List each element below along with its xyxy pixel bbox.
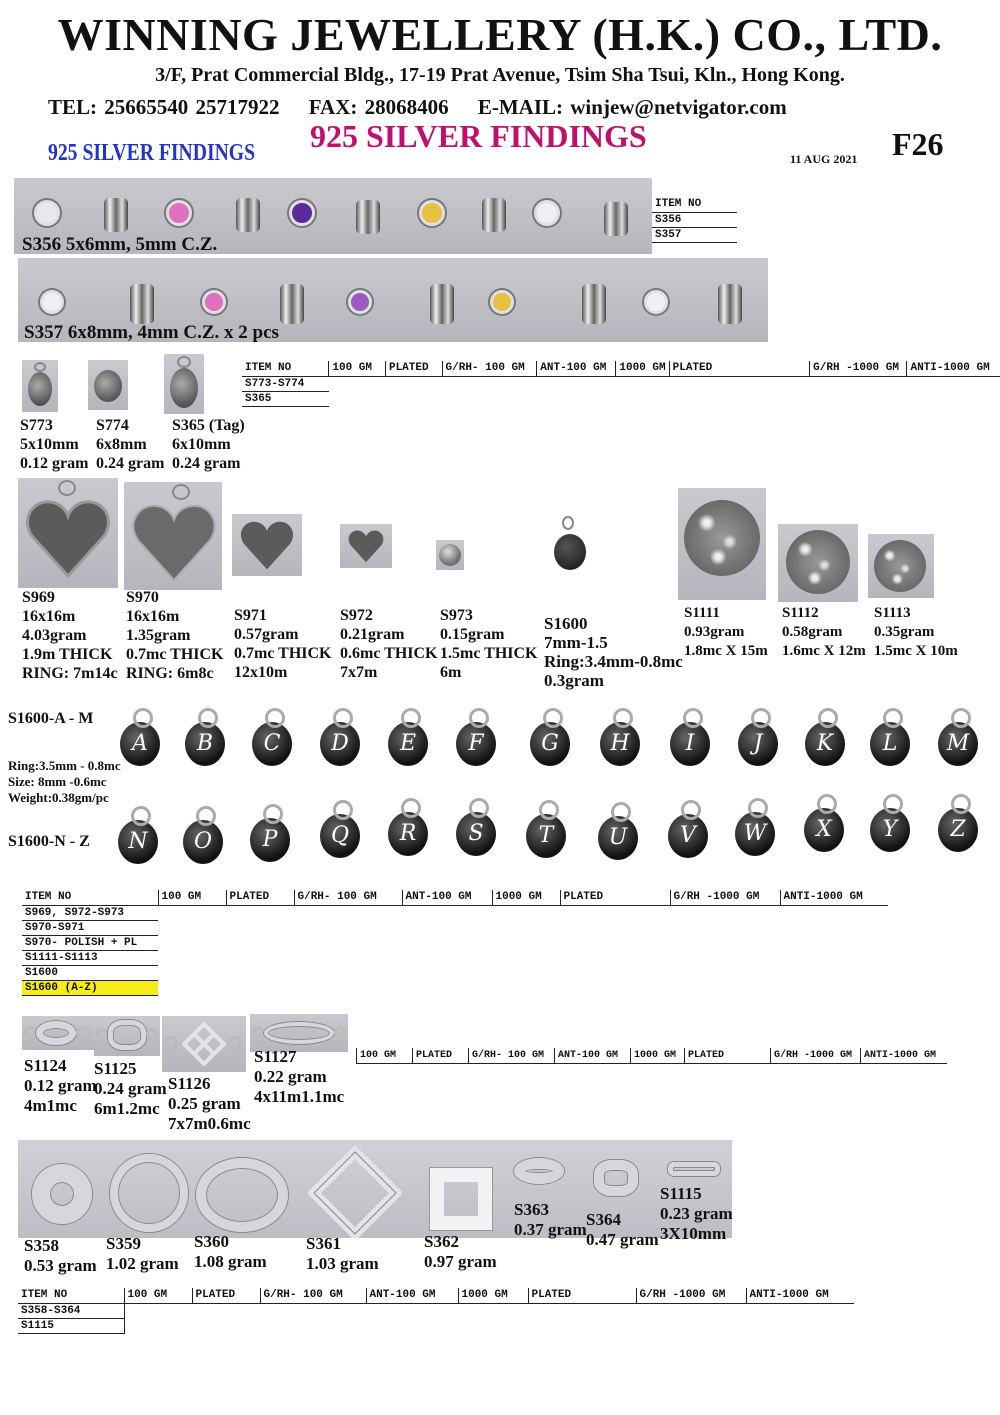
s356-label: S356 5x6mm, 5mm C.Z. — [22, 234, 218, 255]
item-code: S973 — [440, 607, 473, 624]
item-spec: 16x16m — [126, 608, 180, 625]
letter-charm: X — [804, 808, 844, 852]
tel-numbers: TEL: 25665540 25717922 — [48, 95, 280, 119]
col-header: ANT-100 GM — [402, 890, 492, 905]
col-header: ANTI-1000 GM — [907, 361, 1000, 376]
letter-charm: W — [735, 812, 775, 856]
tube-setting — [130, 284, 154, 324]
s1113-photo — [868, 534, 934, 598]
item-spec: 0.47 gram — [586, 1230, 659, 1249]
s1600-photo — [552, 516, 588, 576]
s1126-photo — [162, 1016, 246, 1072]
letter-charm: K — [805, 722, 845, 766]
s774-info — [96, 416, 164, 473]
s1112-photo — [778, 524, 858, 602]
col-header: ITEM NO — [242, 361, 329, 376]
jump-ring — [58, 480, 76, 496]
table-row: S1111-S1113 — [22, 950, 158, 965]
table-row: S970-S971 — [22, 920, 158, 935]
table-row: S1600 — [22, 965, 158, 980]
item-weight: 0.24 gram — [172, 455, 241, 472]
cz-stone-clear — [34, 200, 60, 226]
s1125-photo — [94, 1016, 160, 1056]
col-header: G/RH- 100 GM — [294, 890, 402, 905]
weight-spec: Weight:0.38gm/pc — [8, 790, 109, 805]
company-name: WINNING JEWELLERY (H.K.) CO., LTD. — [57, 9, 943, 60]
letter-charm: R — [388, 812, 428, 856]
item-spec: RING: 7m14c — [22, 665, 118, 682]
cz-stone-clear — [644, 290, 668, 314]
item-code: S360 — [194, 1232, 229, 1251]
s358-info — [24, 1236, 97, 1276]
item-code: S364 — [586, 1210, 621, 1229]
col-header: ANT-100 GM — [555, 1048, 631, 1063]
s969-photo — [18, 478, 118, 588]
letter-charm: G — [530, 722, 570, 766]
item-code: S1600 — [544, 614, 588, 633]
heart-charm — [26, 496, 110, 580]
s972-photo — [340, 524, 392, 568]
s773-info — [20, 416, 88, 473]
col-header: G/RH -1000 GM — [810, 361, 907, 376]
s1126-info — [168, 1074, 251, 1134]
item-spec: 1.02 gram — [106, 1254, 179, 1273]
table-row: S970- POLISH + PL — [22, 935, 158, 950]
s971-photo — [232, 514, 302, 576]
letter-charm: Y — [870, 808, 910, 852]
col-header: PLATED — [385, 361, 442, 376]
item-spec: 7x7m — [340, 664, 378, 681]
s773-photo — [22, 360, 58, 412]
table-row-highlighted: S1600 (A-Z) — [22, 980, 158, 995]
item-weight: 0.12 gram — [20, 455, 89, 472]
col-header: G/RH -1000 GM — [771, 1048, 861, 1063]
ring-spec: Ring:3.5mm - 0.8mc — [8, 758, 121, 773]
section6-price-table — [18, 1288, 854, 1334]
letter-charm: Z — [938, 808, 978, 852]
cz-stone-purple — [348, 290, 372, 314]
cz-stone-pink — [202, 290, 226, 314]
item-code: S1115 — [660, 1184, 702, 1203]
col-header: G/RH -1000 GM — [636, 1288, 746, 1303]
bar-connector — [668, 1162, 720, 1176]
s969-info — [22, 588, 118, 683]
marquise-connector — [264, 1022, 334, 1044]
tube-setting — [582, 284, 606, 324]
col-header: G/RH- 100 GM — [260, 1288, 366, 1303]
hammered-disc — [684, 500, 760, 576]
col-header: ANTI-1000 GM — [780, 890, 888, 905]
section5-price-table — [356, 1048, 947, 1064]
s364-info — [586, 1210, 659, 1250]
item-spec: Ring:3.4mm-0.8mc — [544, 652, 683, 671]
col-header: G/RH- 100 GM — [442, 361, 537, 376]
item-code: S365 (Tag) — [172, 417, 245, 434]
item-spec: 0.57gram — [234, 626, 299, 643]
letter-charm: L — [870, 722, 910, 766]
item-weight: 0.24 gram — [96, 455, 165, 472]
col-header: 1000 GM — [616, 361, 669, 376]
fax-number: FAX: 28068406 — [308, 95, 449, 119]
s1111-info — [684, 604, 768, 661]
item-code: S1112 — [782, 605, 819, 621]
item-spec: 1.5mc THICK — [440, 645, 538, 662]
table-row: S1115 — [18, 1318, 124, 1333]
letter-charm: U — [598, 816, 638, 860]
cz-stone-yellow — [490, 290, 514, 314]
item-code: S363 — [514, 1200, 549, 1219]
stone-setting — [236, 198, 260, 232]
stone-setting — [482, 198, 506, 232]
col-header: PLATED — [192, 1288, 260, 1303]
item-code: S971 — [234, 607, 267, 624]
s357-label: S357 6x8mm, 4mm C.Z. x 2 pcs — [24, 322, 279, 343]
table-row: S773-S774 — [242, 376, 329, 391]
stone-setting — [356, 200, 380, 234]
ring-connector — [110, 1154, 188, 1232]
col-header: G/RH- 100 GM — [469, 1048, 555, 1063]
col-header: 100 GM — [158, 890, 226, 905]
oval-tag-connector — [514, 1158, 564, 1184]
s973-photo — [436, 540, 464, 570]
letter-charm: J — [738, 722, 778, 766]
s1124-info — [24, 1056, 97, 1116]
col-header: PLATED — [528, 1288, 636, 1303]
contact-line — [48, 95, 809, 120]
item-spec: 0.22 gram — [254, 1067, 327, 1086]
hammered-disc — [874, 540, 926, 592]
item-spec: 4m1mc — [24, 1096, 77, 1115]
jump-ring — [252, 1026, 264, 1038]
item-code: S361 — [306, 1234, 341, 1253]
cz-stone-pink — [166, 200, 192, 226]
letter-charm: C — [252, 722, 292, 766]
cz-stone-clear — [534, 200, 560, 226]
diamond-lattice-connector — [182, 1022, 226, 1066]
item-spec: 1.9m THICK — [22, 646, 113, 663]
hammered-disc — [786, 530, 850, 594]
square-connector — [430, 1168, 492, 1230]
email-address: E-MAIL: winjew@netvigator.com — [477, 95, 787, 119]
s1112-info — [782, 604, 866, 661]
letter-charm: A — [120, 722, 160, 766]
item-spec: 0.23 gram — [660, 1204, 733, 1223]
item-spec: 1.5mc X 10m — [874, 643, 958, 659]
diamond-connector — [308, 1146, 402, 1238]
col-header: ANTI-1000 GM — [746, 1288, 854, 1303]
col-header: PLATED — [560, 890, 670, 905]
item-code: S359 — [106, 1234, 141, 1253]
disc-charm — [439, 544, 461, 566]
table-row: S365 — [242, 391, 329, 406]
tube-setting — [280, 284, 304, 324]
item-spec: 6m1.2mc — [94, 1099, 160, 1118]
catalog-date: 11 AUG 2021 — [790, 152, 858, 166]
item-spec: 0.7mc THICK — [126, 646, 224, 663]
heart-charm — [132, 500, 216, 584]
jump-ring — [146, 1028, 158, 1040]
item-spec: 0.35gram — [874, 624, 935, 640]
col-header: PLATED — [226, 890, 294, 905]
section4-price-table — [22, 890, 888, 996]
item-code: S1125 — [94, 1059, 137, 1078]
cz-stone-clear — [40, 290, 64, 314]
jump-ring — [228, 1036, 242, 1050]
jump-ring — [172, 484, 190, 500]
table-row: S969, S972-S973 — [22, 905, 158, 920]
jump-ring — [177, 356, 191, 368]
stone-setting — [604, 202, 628, 236]
flower-connector — [108, 1020, 146, 1050]
col-header: 100 GM — [329, 361, 386, 376]
s360-info — [194, 1232, 267, 1272]
tag-shape — [170, 368, 198, 408]
s1115-info — [660, 1184, 733, 1244]
table-header-item: ITEM NO — [652, 197, 737, 212]
flower-connector — [594, 1160, 638, 1196]
item-spec: 0.25 gram — [168, 1094, 241, 1113]
item-spec: 1.6mc X 12m — [782, 643, 866, 659]
section2-price-table — [242, 361, 1000, 407]
s774-photo — [88, 360, 128, 410]
item-code: S1113 — [874, 605, 911, 621]
letter-charm: M — [938, 722, 978, 766]
s971-info — [234, 606, 331, 682]
col-header: G/RH -1000 GM — [670, 890, 780, 905]
item-size: 6x8mm — [96, 436, 147, 453]
item-spec: 0.15gram — [440, 626, 505, 643]
s973-info — [440, 606, 537, 682]
letter-charm: Q — [320, 814, 360, 858]
item-code: S1126 — [168, 1074, 211, 1093]
letters-am-label: S1600-A - M — [8, 710, 94, 727]
letter-charm: N — [118, 820, 158, 864]
col-header: 100 GM — [124, 1288, 192, 1303]
size-spec: Size: 8mm -0.6mc — [8, 774, 107, 789]
jump-ring — [96, 1028, 108, 1040]
item-spec: 4.03gram — [22, 627, 87, 644]
col-header: PLATED — [685, 1048, 771, 1063]
item-spec: 0.12 gram — [24, 1076, 97, 1095]
letter-charm: E — [388, 722, 428, 766]
item-spec: RING: 6m8c — [126, 665, 214, 682]
col-header: 100 GM — [357, 1048, 413, 1063]
s1127-info — [254, 1047, 344, 1107]
letter-charm: H — [600, 722, 640, 766]
jump-ring — [164, 1036, 178, 1050]
s363-info — [514, 1200, 587, 1240]
item-code: S970 — [126, 589, 159, 606]
oval-connector — [36, 1021, 76, 1045]
letter-charm: T — [526, 814, 566, 858]
s365-photo — [164, 354, 204, 414]
s362-info — [424, 1232, 497, 1272]
item-spec: 1.03 gram — [306, 1254, 379, 1273]
col-header: PLATED — [669, 361, 810, 376]
section1-table — [652, 197, 737, 243]
oval-connector — [196, 1158, 288, 1232]
letter-charm: V — [668, 814, 708, 858]
page-code: F26 — [892, 126, 944, 162]
cz-stone-yellow — [419, 200, 445, 226]
letters-spec — [8, 758, 121, 806]
heart-charm — [346, 528, 386, 564]
letters-nz-label: S1600-N - Z — [8, 833, 90, 850]
item-spec: 0.53 gram — [24, 1256, 97, 1275]
letter-charm: S — [456, 812, 496, 856]
s970-info — [126, 588, 223, 683]
company-address: 3/F, Prat Commercial Bldg., 17-19 Prat Avenue, Tsim Sha Tsui, Kln., Hong Kong. — [155, 64, 845, 86]
disc-charm — [554, 534, 586, 570]
col-header: ITEM NO — [22, 890, 158, 905]
item-code: S774 — [96, 417, 129, 434]
jump-ring — [334, 1026, 346, 1038]
col-header: 1000 GM — [631, 1048, 685, 1063]
letter-charm: P — [250, 818, 290, 862]
catalog-title: 925 SILVER FINDINGS — [310, 118, 647, 154]
item-spec: 7mm-1.5 — [544, 633, 608, 652]
jump-ring — [562, 516, 574, 530]
item-spec: 4x11m1.1mc — [254, 1087, 345, 1106]
item-spec: 12x10m — [234, 664, 288, 681]
col-header: 1000 GM — [492, 890, 560, 905]
s1111-photo — [678, 488, 766, 600]
s359-info — [106, 1234, 179, 1274]
item-spec: 6m — [440, 664, 462, 681]
item-spec: 0.6mc THICK — [340, 645, 438, 662]
tag-shape — [94, 370, 122, 402]
item-code: S362 — [424, 1232, 459, 1251]
item-spec: 0.7mc THICK — [234, 645, 332, 662]
jump-ring — [34, 362, 46, 372]
item-code: S1111 — [684, 605, 720, 621]
item-spec: 0.3gram — [544, 671, 604, 690]
table-row: S358-S364 — [18, 1303, 124, 1318]
col-header: ANT-100 GM — [537, 361, 616, 376]
s1124-photo — [22, 1016, 94, 1050]
heart-charm — [238, 518, 296, 572]
item-code: S358 — [24, 1236, 59, 1255]
item-code: S969 — [22, 589, 55, 606]
item-spec: 0.58gram — [782, 624, 843, 640]
circle-connector — [32, 1164, 92, 1224]
cz-stone-purple — [289, 200, 315, 226]
col-header: 1000 GM — [458, 1288, 528, 1303]
letter-charm: I — [670, 722, 710, 766]
table-row: S356 — [652, 212, 737, 227]
s365-info — [172, 416, 245, 473]
s1600-info — [544, 614, 683, 690]
item-code: S773 — [20, 417, 53, 434]
item-code: S1127 — [254, 1047, 297, 1066]
jump-ring — [76, 1026, 90, 1040]
col-header: ANTI-1000 GM — [861, 1048, 947, 1063]
col-header: PLATED — [413, 1048, 469, 1063]
item-spec: 7x7m0.6mc — [168, 1114, 251, 1133]
item-spec: 0.37 gram — [514, 1220, 587, 1239]
table-row: S357 — [652, 227, 737, 242]
item-spec: 0.24 gram — [94, 1079, 167, 1098]
item-spec: 3X10mm — [660, 1224, 727, 1243]
letter-charm: O — [183, 820, 223, 864]
item-spec: 0.21gram — [340, 626, 405, 643]
s361-info — [306, 1234, 379, 1274]
s1113-info — [874, 604, 958, 661]
tag-shape — [28, 372, 52, 406]
col-header: ITEM NO — [18, 1288, 124, 1303]
stone-setting — [104, 198, 128, 232]
tube-setting — [718, 284, 742, 324]
item-spec: 1.35gram — [126, 627, 191, 644]
item-spec: 1.08 gram — [194, 1252, 267, 1271]
s970-photo — [124, 482, 222, 590]
letter-charm: F — [456, 722, 496, 766]
catalog-subtitle: 925 SILVER FINDINGS — [48, 140, 256, 166]
item-size: 6x10mm — [172, 436, 231, 453]
letter-charm: B — [185, 722, 225, 766]
s972-info — [340, 606, 437, 682]
item-code: S1124 — [24, 1056, 67, 1075]
letter-charm: D — [320, 722, 360, 766]
item-spec: 0.93gram — [684, 624, 745, 640]
tube-setting — [430, 284, 454, 324]
s1125-info — [94, 1059, 167, 1119]
col-header: ANT-100 GM — [366, 1288, 458, 1303]
item-spec: 0.97 gram — [424, 1252, 497, 1271]
item-spec: 1.8mc X 15m — [684, 643, 768, 659]
item-code: S972 — [340, 607, 373, 624]
item-spec: 16x16m — [22, 608, 76, 625]
item-size: 5x10mm — [20, 436, 79, 453]
